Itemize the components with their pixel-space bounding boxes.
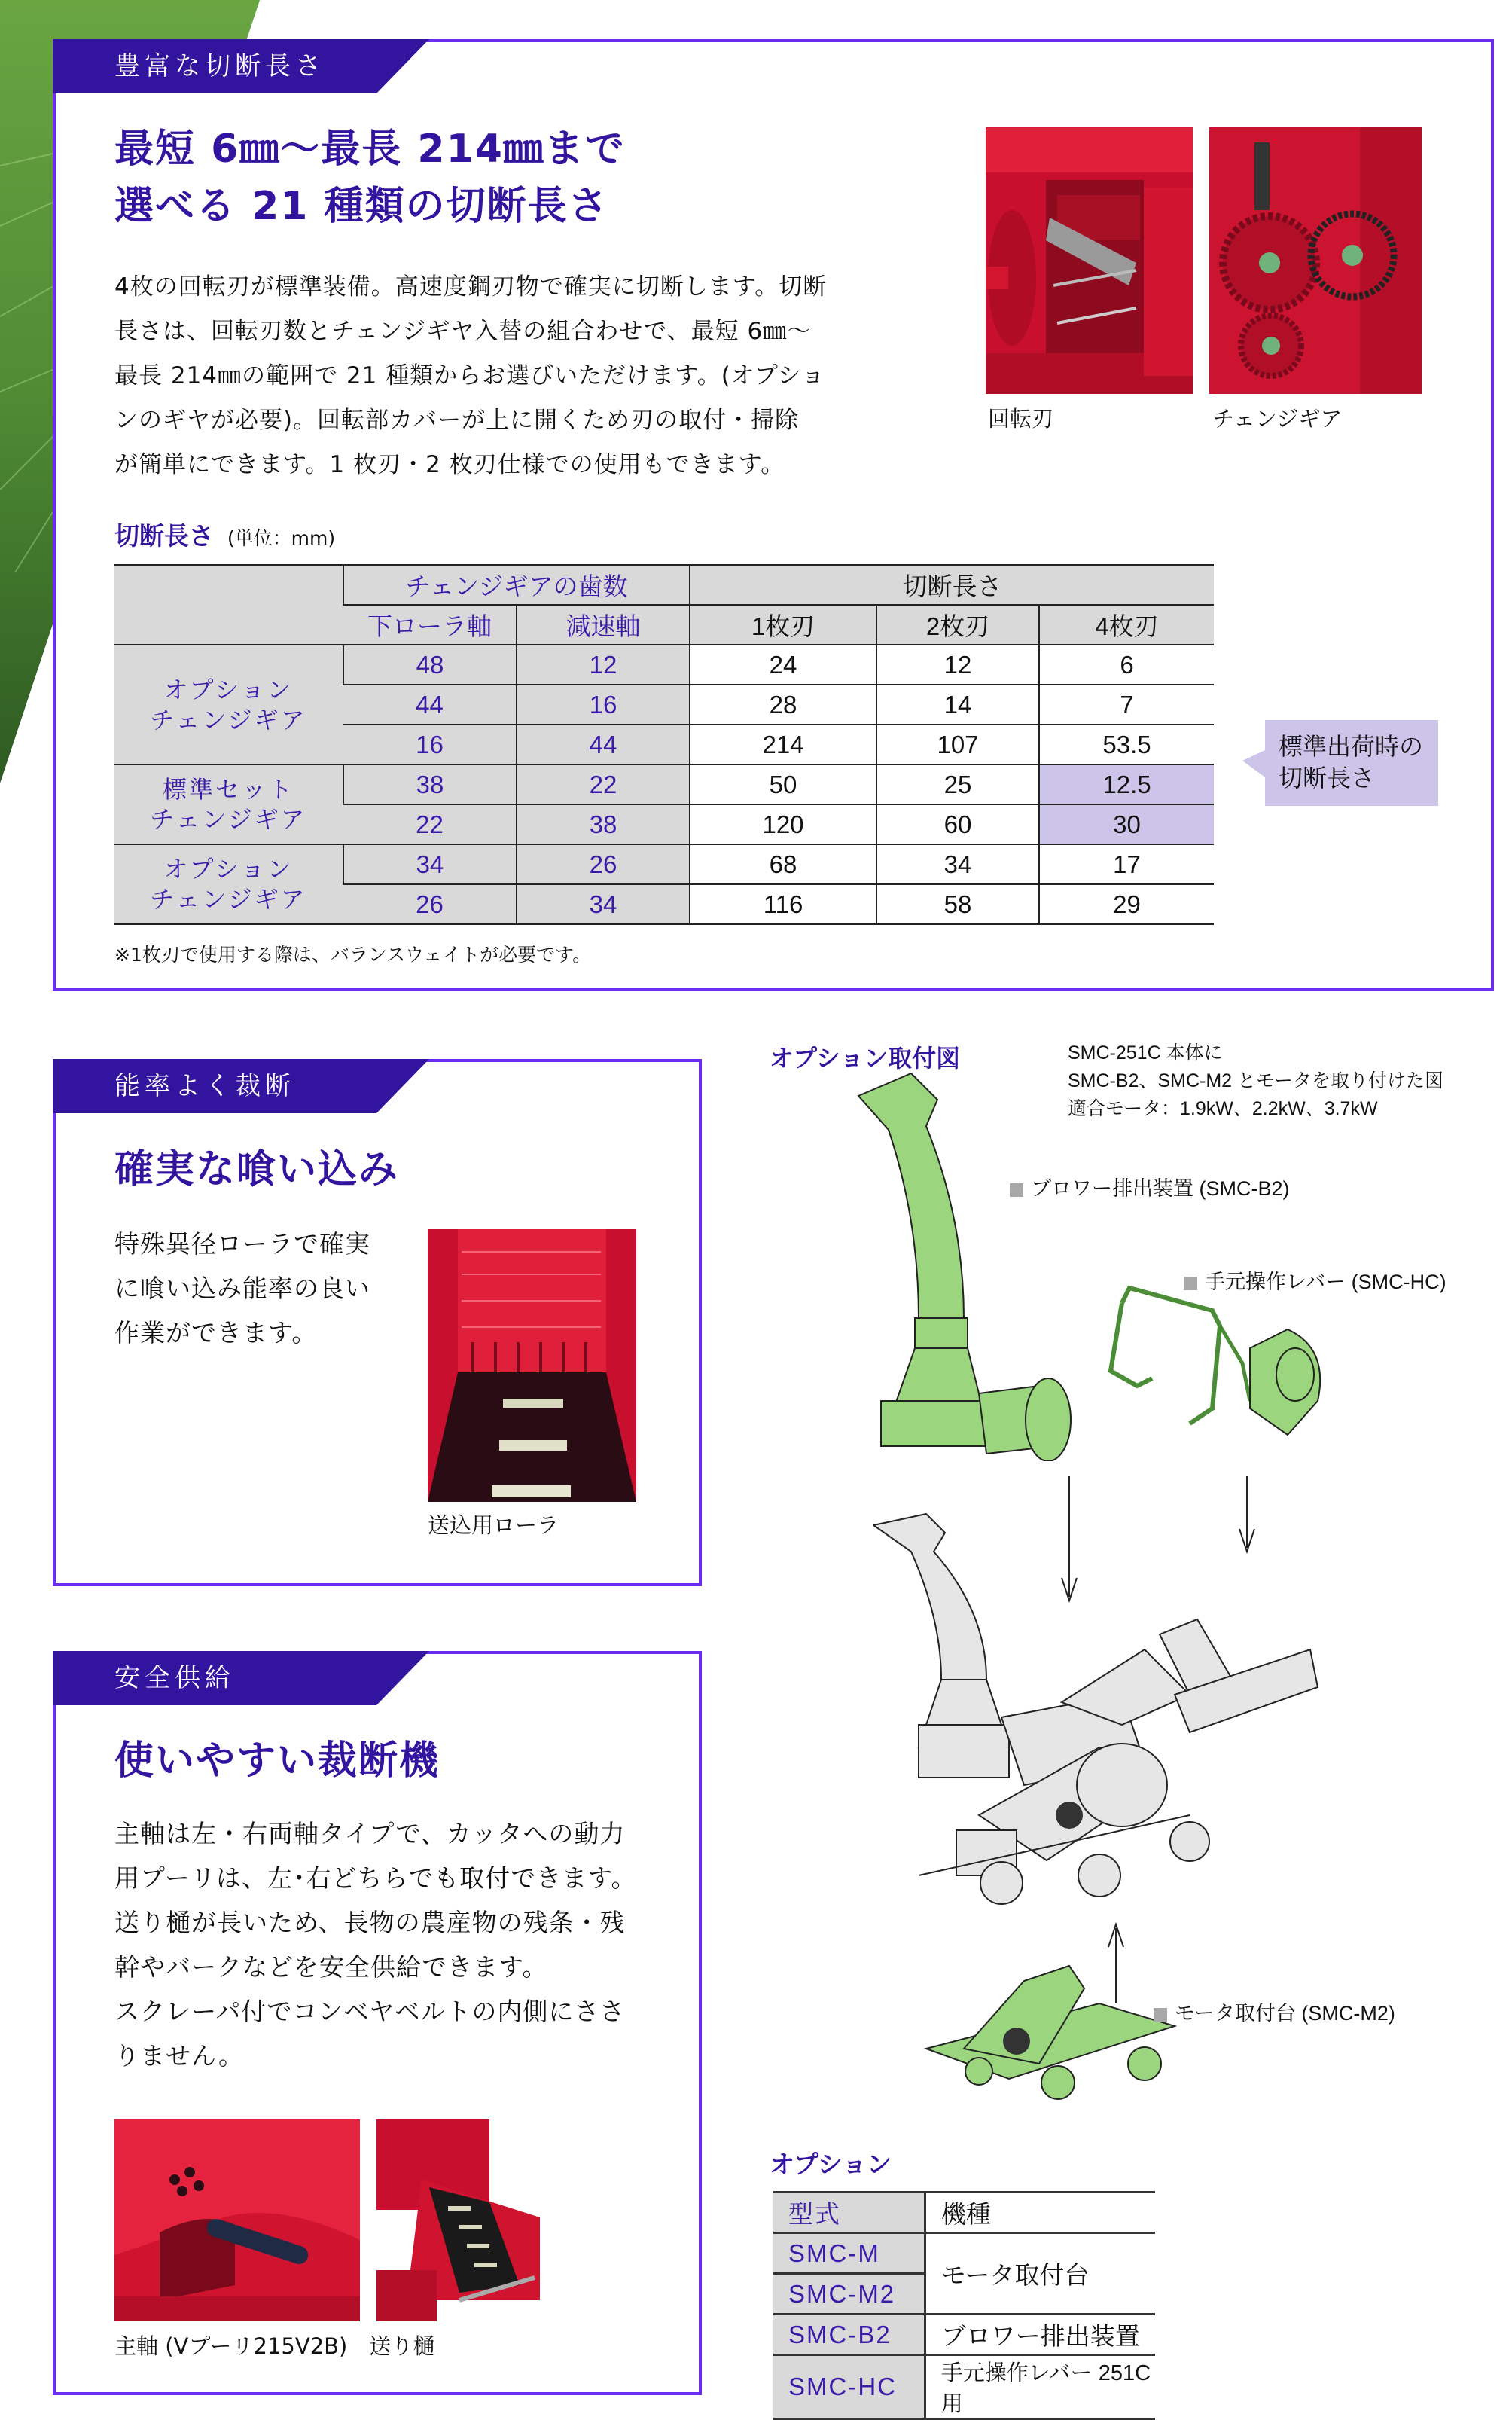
body-line: 幹やバークなどを安全供給できます。 bbox=[114, 1952, 548, 1982]
cell-lower-roller: 38 bbox=[343, 764, 517, 804]
cell-2-blade: 58 bbox=[876, 884, 1039, 924]
cell-4-blade: 6 bbox=[1039, 645, 1214, 685]
cell-reducer: 16 bbox=[517, 685, 690, 725]
cell-reducer: 22 bbox=[517, 764, 690, 804]
cell-lower-roller: 22 bbox=[343, 804, 517, 844]
option-diagram-note bbox=[1068, 1039, 1443, 1123]
body-line: 最長 214㎜の範囲で 21 種類からお選びいただけます。(オプショ bbox=[114, 362, 825, 389]
blower-unit-illustration bbox=[843, 1070, 1114, 1461]
option-model: SMC-M2 bbox=[773, 2274, 925, 2315]
group-label-line: 標準セット bbox=[162, 776, 294, 803]
body-line: に喰い込み能率の良い bbox=[114, 1274, 370, 1303]
options-row bbox=[773, 2233, 1155, 2274]
cell-4-blade: 29 bbox=[1039, 884, 1214, 924]
options-title: オプション bbox=[770, 2150, 892, 2179]
label-square-marker bbox=[1010, 1183, 1023, 1197]
group-label-line: オプション bbox=[163, 676, 294, 703]
section-band bbox=[53, 1651, 376, 1705]
motor-base-illustration bbox=[919, 1958, 1190, 2109]
empty-header-cell bbox=[114, 565, 343, 645]
main-shaft-photo bbox=[114, 2119, 360, 2321]
band-diagonal-cut bbox=[376, 1059, 429, 1113]
cell-lower-roller: 34 bbox=[343, 844, 517, 884]
header-model: 型式 bbox=[773, 2193, 925, 2233]
cell-4-blade: 53.5 bbox=[1039, 725, 1214, 764]
cut-length-table bbox=[114, 564, 1214, 925]
cell-reducer: 26 bbox=[517, 844, 690, 884]
section-band-title: 豊富な切断長さ bbox=[114, 51, 325, 81]
cell-reducer: 34 bbox=[517, 884, 690, 924]
cell-4-blade: 17 bbox=[1039, 844, 1214, 884]
option-model: SMC-B2 bbox=[773, 2315, 925, 2355]
safety-headline: 使いやすい裁断機 bbox=[114, 1738, 440, 1784]
option-type: モータ取付台 bbox=[925, 2233, 1155, 2315]
body-line: 作業ができます。 bbox=[114, 1318, 318, 1347]
body-line: りません。 bbox=[114, 2041, 244, 2071]
cell-lower-roller: 44 bbox=[343, 685, 517, 725]
motor-base-label-text: モータ取付台 (SMC-M2) bbox=[1175, 2002, 1395, 2025]
cell-reducer: 12 bbox=[517, 645, 690, 685]
note-line: 適合モータ：1.9kW、2.2kW、3.7kW bbox=[1068, 1098, 1378, 1119]
option-type: 手元操作レバー 251C用 bbox=[925, 2355, 1155, 2419]
cell-2-blade: 107 bbox=[876, 725, 1039, 764]
cut-length-table-title bbox=[114, 517, 335, 552]
callout-line: 切断長さ bbox=[1279, 764, 1376, 792]
table-header-row bbox=[114, 565, 1214, 605]
option-type: ブロワー排出装置 bbox=[925, 2315, 1155, 2355]
group-label-line: オプション bbox=[163, 856, 294, 883]
group-label-option bbox=[114, 645, 343, 764]
cell-4-blade-highlighted: 30 bbox=[1039, 804, 1214, 844]
band-diagonal-cut bbox=[376, 39, 429, 93]
cell-1-blade: 24 bbox=[690, 645, 876, 685]
subheader-4-blade: 4枚刃 bbox=[1039, 605, 1214, 645]
cut-length-header: 切断長さ bbox=[690, 565, 1214, 605]
blower-label bbox=[1010, 1172, 1290, 1201]
subheader-reducer: 減速軸 bbox=[517, 605, 690, 645]
cell-lower-roller: 16 bbox=[343, 725, 517, 764]
label-square-marker bbox=[1154, 2008, 1167, 2022]
option-model: SMC-HC bbox=[773, 2355, 925, 2419]
group-label-line: チェンジギア bbox=[150, 886, 307, 913]
cell-reducer: 38 bbox=[517, 804, 690, 844]
body-line: 特殊異径ローラで確実 bbox=[114, 1229, 370, 1259]
cell-2-blade: 34 bbox=[876, 844, 1039, 884]
headline-line-2: 選べる 21 種類の切断長さ bbox=[114, 184, 609, 229]
feeding-description bbox=[114, 1222, 370, 1355]
section-band-title: 能率よく裁断 bbox=[114, 1071, 295, 1101]
feed-chute-photo bbox=[376, 2119, 540, 2321]
change-gear-photo bbox=[1209, 127, 1422, 394]
table-row bbox=[114, 844, 1214, 884]
safety-photo-caption: 主軸 (Vプーリ215V2B) 送り樋 bbox=[114, 2333, 435, 2359]
cell-1-blade: 120 bbox=[690, 804, 876, 844]
lever-label-text: 手元操作レバー (SMC-HC) bbox=[1205, 1271, 1446, 1293]
option-model: SMC-M bbox=[773, 2233, 925, 2274]
subheader-lower-roller: 下ローラ軸 bbox=[343, 605, 517, 645]
options-row bbox=[773, 2315, 1155, 2355]
cell-2-blade: 14 bbox=[876, 685, 1039, 725]
cell-lower-roller: 48 bbox=[343, 645, 517, 685]
cell-2-blade: 25 bbox=[876, 764, 1039, 804]
body-line: ンのギヤが必要)。回転部カバーが上に開くため刃の取付・掃除 bbox=[114, 407, 800, 434]
group-label-line: チェンジギア bbox=[150, 706, 307, 734]
cell-4-blade: 7 bbox=[1039, 685, 1214, 725]
feeding-headline: 確実な喰い込み bbox=[114, 1147, 400, 1192]
cell-1-blade: 214 bbox=[690, 725, 876, 764]
headline-line-1: 最短 6㎜～最長 214㎜まで bbox=[114, 127, 626, 172]
feed-roller-photo bbox=[428, 1229, 636, 1502]
table-row bbox=[114, 645, 1214, 685]
options-row bbox=[773, 2355, 1155, 2419]
cut-length-headline bbox=[114, 121, 626, 235]
standard-shipping-callout bbox=[1265, 720, 1438, 806]
cell-lower-roller: 26 bbox=[343, 884, 517, 924]
rotary-blade-photo bbox=[986, 127, 1193, 394]
gear-teeth-header: チェンジギアの歯数 bbox=[343, 565, 690, 605]
table-footnote: ※1枚刃で使用する際は、バランスウェイトが必要です。 bbox=[114, 944, 592, 966]
band-diagonal-cut bbox=[376, 1651, 429, 1705]
feed-roller-caption: 送込用ローラ bbox=[428, 1512, 559, 1538]
cell-reducer: 44 bbox=[517, 725, 690, 764]
body-line: 主軸は左・右両軸タイプで、カッタへの動力 bbox=[114, 1819, 626, 1848]
subheader-2-blade: 2枚刃 bbox=[876, 605, 1039, 645]
motor-base-label bbox=[1154, 1997, 1395, 2026]
body-line: 4枚の回転刃が標準装備。高速度鋼刃物で確実に切断します。切断 bbox=[114, 273, 828, 301]
body-line: スクレーパ付でコンベヤベルトの内側にささ bbox=[114, 1997, 626, 2026]
table-title: 切断長さ bbox=[114, 521, 214, 551]
cell-1-blade: 68 bbox=[690, 844, 876, 884]
pulley-cover-illustration bbox=[1242, 1326, 1333, 1439]
note-line: SMC-B2、SMC-M2 とモータを取り付けた図 bbox=[1068, 1070, 1444, 1091]
cell-4-blade-highlighted: 12.5 bbox=[1039, 764, 1214, 804]
cut-length-description bbox=[114, 265, 913, 487]
body-line: 送り樋が長いため、長物の農産物の残条・残 bbox=[114, 1908, 626, 1937]
blower-label-text: ブロワー排出装置 (SMC-B2) bbox=[1031, 1177, 1290, 1200]
group-label-option bbox=[114, 844, 343, 924]
options-header-row bbox=[773, 2193, 1155, 2233]
body-line: 長さは、回転刃数とチェンジギヤ入替の組合わせで、最短 6㎜～ bbox=[114, 318, 812, 345]
body-line: が簡単にできます。1 枚刃・2 枚刃仕様での使用もできます。 bbox=[114, 451, 785, 478]
main-machine-illustration bbox=[873, 1499, 1325, 1921]
cell-1-blade: 28 bbox=[690, 685, 876, 725]
table-unit: (単位：mm) bbox=[227, 527, 336, 549]
cell-1-blade: 50 bbox=[690, 764, 876, 804]
cell-1-blade: 116 bbox=[690, 884, 876, 924]
change-gear-caption: チェンジギア bbox=[1212, 406, 1343, 432]
section-band-title: 安全供給 bbox=[114, 1663, 235, 1693]
callout-line: 標準出荷時の bbox=[1279, 732, 1424, 761]
group-label-standard bbox=[114, 764, 343, 844]
header-type: 機種 bbox=[925, 2193, 1155, 2233]
section-band bbox=[53, 39, 376, 93]
cell-2-blade: 60 bbox=[876, 804, 1039, 844]
cell-2-blade: 12 bbox=[876, 645, 1039, 685]
body-line: 用プーリは、左･右どちらでも取付できます。 bbox=[114, 1863, 637, 1893]
safety-description bbox=[114, 1811, 637, 2078]
subheader-1-blade: 1枚刃 bbox=[690, 605, 876, 645]
note-line: SMC-251C 本体に bbox=[1068, 1042, 1223, 1064]
section-band bbox=[53, 1059, 376, 1113]
table-row bbox=[114, 764, 1214, 804]
lever-label bbox=[1184, 1265, 1446, 1295]
options-table bbox=[773, 2191, 1155, 2420]
option-diagram-title: オプション取付図 bbox=[770, 1044, 961, 1073]
label-square-marker bbox=[1184, 1277, 1197, 1290]
rotary-blade-caption: 回転刃 bbox=[988, 406, 1054, 432]
group-label-line: チェンジギア bbox=[150, 806, 307, 833]
